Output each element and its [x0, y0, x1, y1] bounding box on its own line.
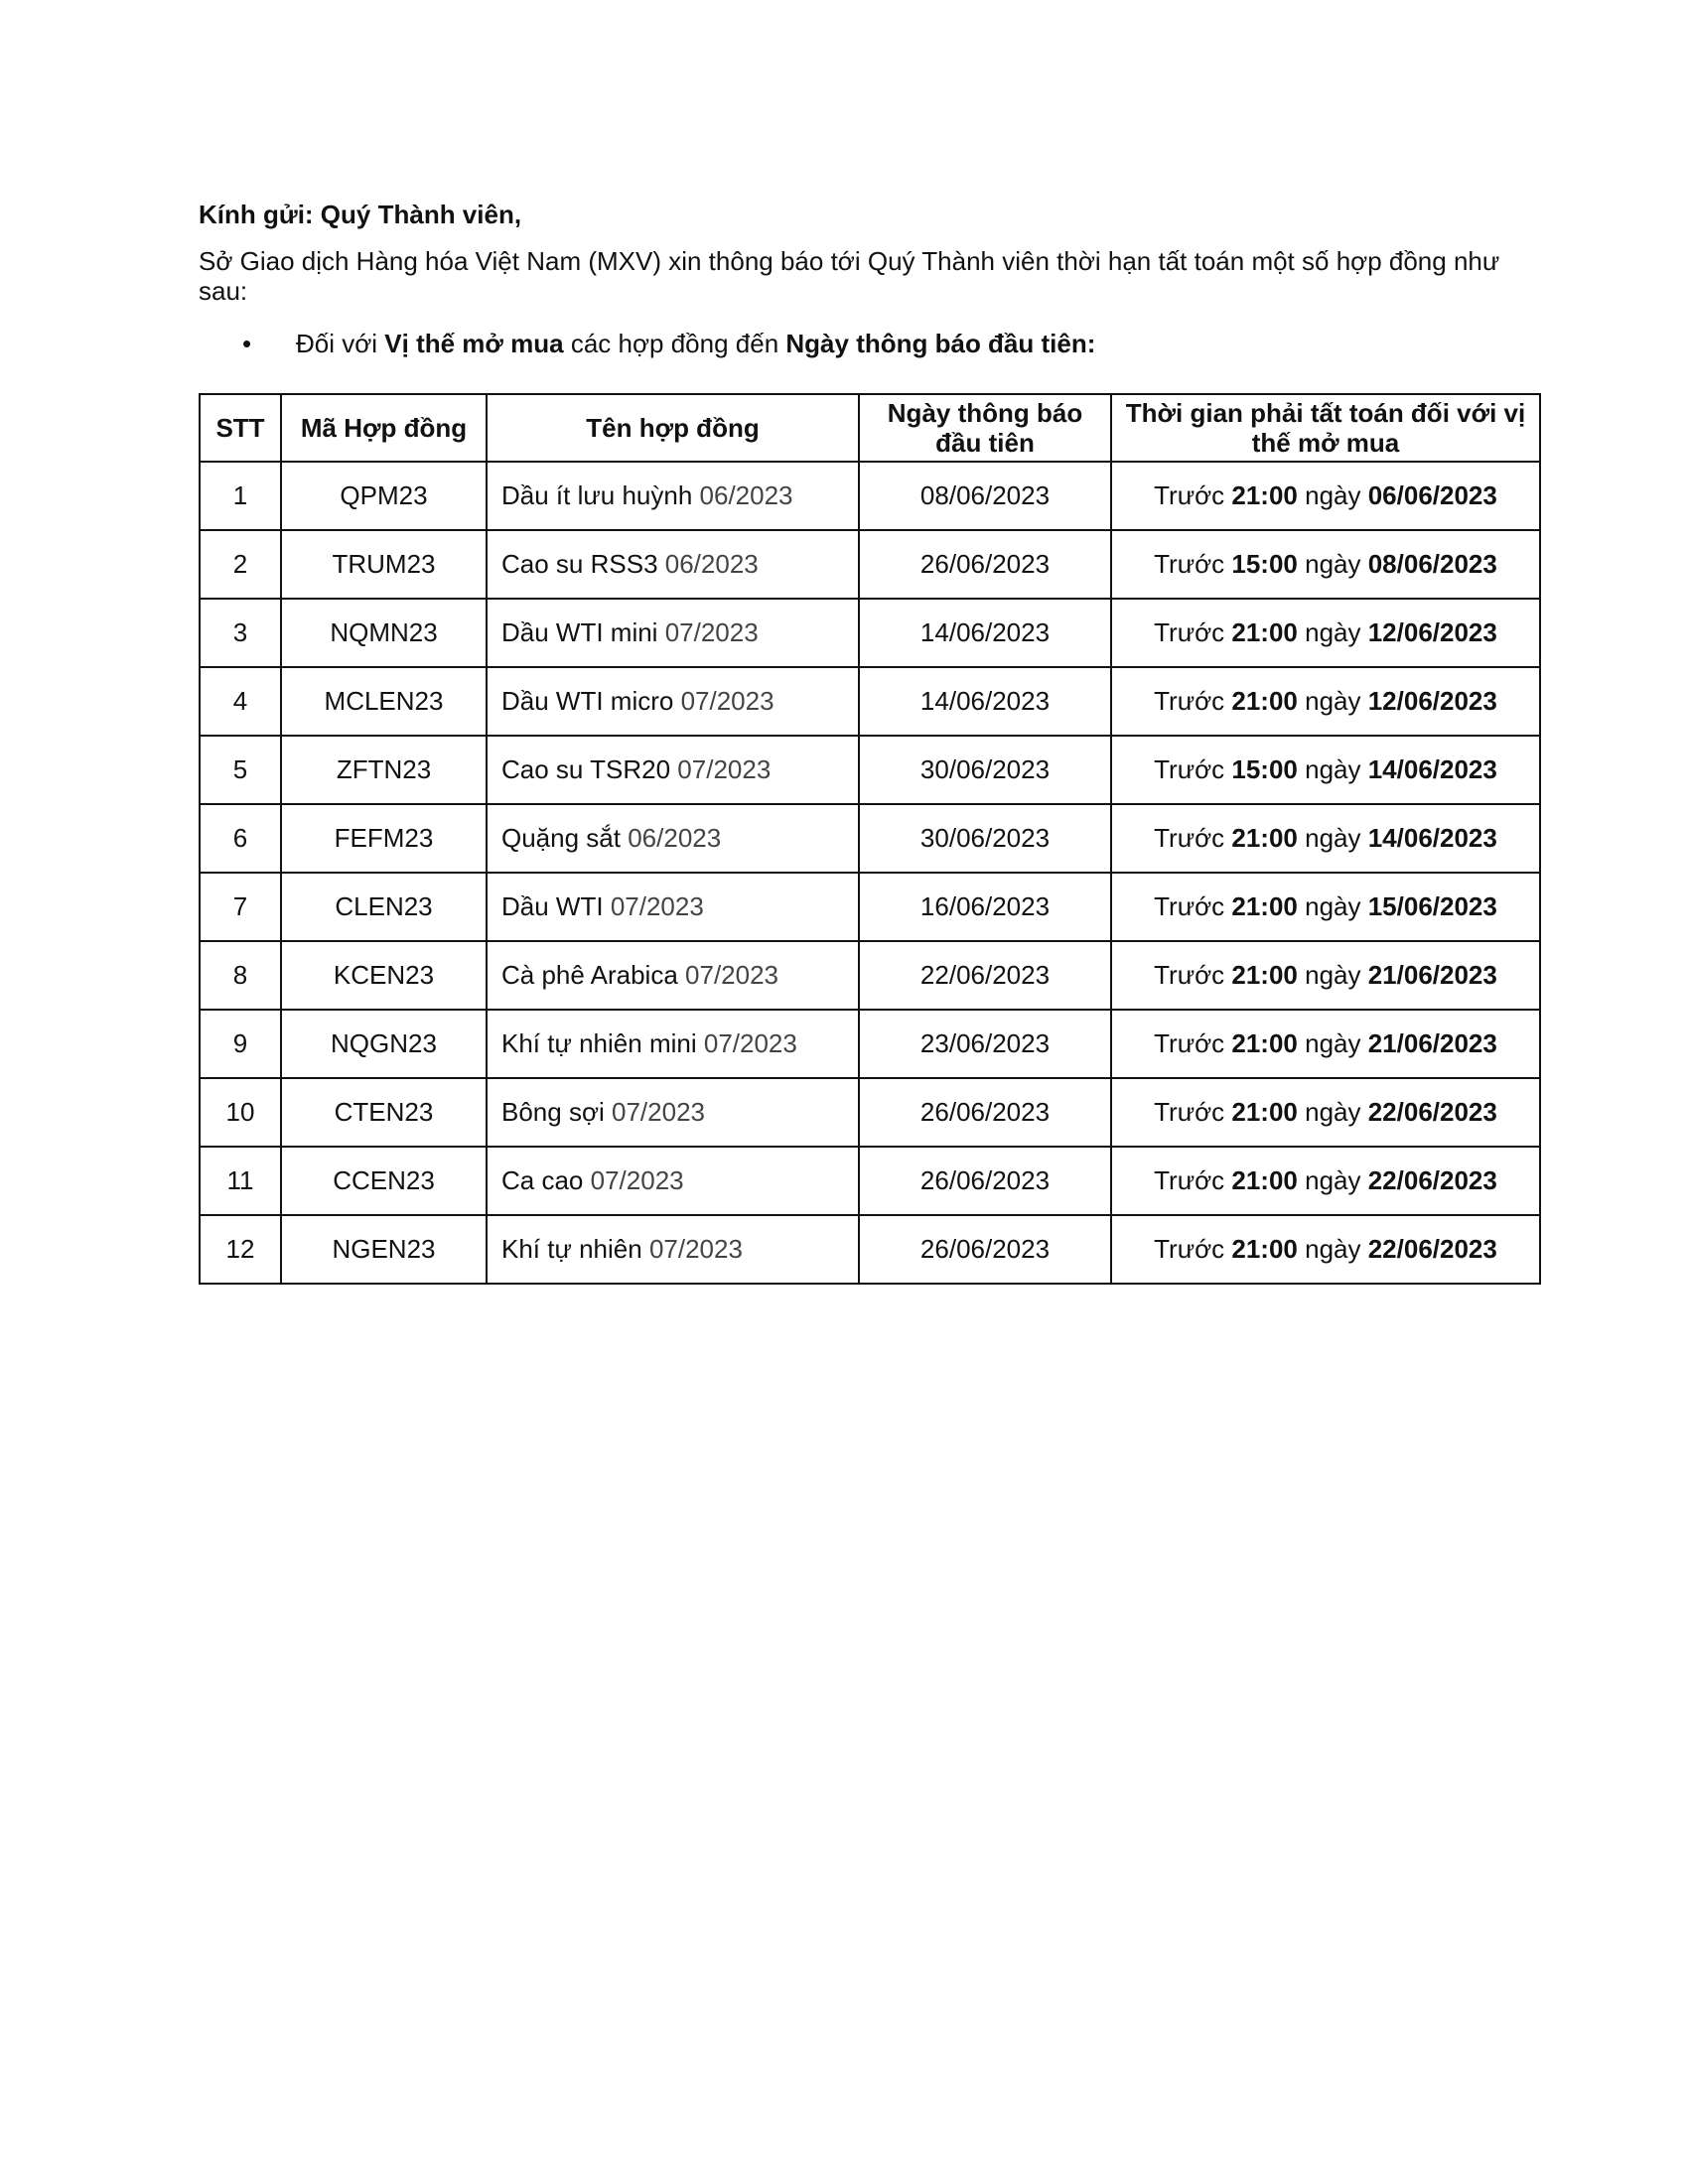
cell-contract-name	[487, 1215, 859, 1284]
table-row	[200, 1215, 1540, 1284]
cell-settlement-deadline	[1111, 667, 1540, 736]
cell-first-notice-day: 26/06/2023	[859, 1215, 1111, 1284]
deadline-time: 21:00	[1231, 823, 1298, 853]
deadline-time: 21:00	[1231, 960, 1298, 990]
deadline-time: 15:00	[1231, 754, 1298, 784]
deadline-middle: ngày	[1297, 891, 1368, 921]
deadline-middle: ngày	[1297, 549, 1368, 579]
cell-contract-name	[487, 736, 859, 804]
deadline-prefix: Trước	[1154, 1097, 1232, 1127]
table-row	[200, 462, 1540, 530]
deadline-time: 21:00	[1231, 1165, 1298, 1195]
deadline-middle: ngày	[1297, 823, 1368, 853]
contract-period: 07/2023	[677, 754, 772, 784]
greeting: Kính gửi: Quý Thành viên,	[199, 200, 522, 229]
deadline-middle: ngày	[1297, 1097, 1368, 1127]
table-row	[200, 1010, 1540, 1078]
contract-period: 07/2023	[680, 686, 774, 716]
deadline-time: 21:00	[1231, 1097, 1298, 1127]
deadline-time: 21:00	[1231, 686, 1298, 716]
deadline-date: 12/06/2023	[1367, 686, 1497, 716]
cell-contract-name	[487, 1010, 859, 1078]
contract-name: Dầu ít lưu huỳnh	[501, 480, 693, 510]
cell-first-notice-day: 08/06/2023	[859, 462, 1111, 530]
cell-stt: 8	[200, 941, 281, 1010]
cell-stt: 9	[200, 1010, 281, 1078]
intro-paragraph: Sở Giao dịch Hàng hóa Việt Nam (MXV) xin thông báo tới Quý Thành viên thời hạn tất toán một số hợp đồng như sau:	[199, 246, 1500, 306]
deadline-middle: ngày	[1297, 617, 1368, 647]
deadline-date: 12/06/2023	[1367, 617, 1497, 647]
table-row	[200, 804, 1540, 873]
deadline-date: 21/06/2023	[1367, 960, 1497, 990]
header-first-notice-day: Ngày thông báo đầu tiên	[859, 394, 1111, 462]
cell-stt: 3	[200, 599, 281, 667]
cell-contract-code: NQGN23	[281, 1010, 487, 1078]
cell-contract-code: KCEN23	[281, 941, 487, 1010]
deadline-middle: ngày	[1297, 480, 1368, 510]
table-body	[200, 462, 1540, 1284]
contracts-table	[199, 393, 1541, 1285]
deadline-prefix: Trước	[1154, 754, 1232, 784]
table-row	[200, 530, 1540, 599]
cell-first-notice-day: 16/06/2023	[859, 873, 1111, 941]
table-header-row	[200, 394, 1540, 462]
contract-period: 07/2023	[703, 1028, 797, 1058]
deadline-middle: ngày	[1297, 1028, 1368, 1058]
cell-settlement-deadline	[1111, 873, 1540, 941]
deadline-date: 14/06/2023	[1367, 823, 1497, 853]
contract-name: Khí tự nhiên	[501, 1234, 642, 1264]
contract-name: Ca cao	[501, 1165, 584, 1195]
cell-settlement-deadline	[1111, 530, 1540, 599]
cell-stt: 5	[200, 736, 281, 804]
bullet-open-buy-position: Vị thế mở mua	[384, 329, 564, 358]
cell-first-notice-day: 14/06/2023	[859, 667, 1111, 736]
deadline-middle: ngày	[1297, 754, 1368, 784]
cell-contract-code: CLEN23	[281, 873, 487, 941]
deadline-prefix: Trước	[1154, 617, 1232, 647]
deadline-prefix: Trước	[1154, 1165, 1232, 1195]
contract-period: 06/2023	[664, 549, 759, 579]
deadline-date: 06/06/2023	[1367, 480, 1497, 510]
cell-settlement-deadline	[1111, 1010, 1540, 1078]
deadline-time: 21:00	[1231, 1234, 1298, 1264]
bullet-first-notice-day: Ngày thông báo đầu tiên:	[785, 329, 1096, 358]
deadline-time: 21:00	[1231, 891, 1298, 921]
cell-settlement-deadline	[1111, 1078, 1540, 1147]
cell-contract-name	[487, 1147, 859, 1215]
cell-contract-name	[487, 667, 859, 736]
deadline-time: 21:00	[1231, 480, 1298, 510]
deadline-middle: ngày	[1297, 1234, 1368, 1264]
deadline-prefix: Trước	[1154, 823, 1232, 853]
cell-contract-code: NQMN23	[281, 599, 487, 667]
deadline-time: 21:00	[1231, 1028, 1298, 1058]
deadline-prefix: Trước	[1154, 891, 1232, 921]
cell-first-notice-day: 22/06/2023	[859, 941, 1111, 1010]
cell-first-notice-day: 23/06/2023	[859, 1010, 1111, 1078]
contract-period: 07/2023	[612, 1097, 705, 1127]
deadline-date: 14/06/2023	[1367, 754, 1497, 784]
cell-stt: 7	[200, 873, 281, 941]
table-row	[200, 873, 1540, 941]
table-row	[200, 736, 1540, 804]
bullet-text-part3: các hợp đồng đến	[563, 329, 786, 358]
contract-name: Dầu WTI micro	[501, 686, 674, 716]
deadline-date: 15/06/2023	[1367, 891, 1497, 921]
cell-contract-code: TRUM23	[281, 530, 487, 599]
contract-period: 07/2023	[648, 1234, 743, 1264]
cell-stt: 2	[200, 530, 281, 599]
cell-stt: 6	[200, 804, 281, 873]
cell-contract-name	[487, 804, 859, 873]
cell-stt: 1	[200, 462, 281, 530]
table-row	[200, 667, 1540, 736]
table-row	[200, 1078, 1540, 1147]
cell-first-notice-day: 26/06/2023	[859, 1078, 1111, 1147]
deadline-prefix: Trước	[1154, 1028, 1232, 1058]
contract-name: Bông sợi	[501, 1097, 605, 1127]
header-stt: STT	[200, 394, 281, 462]
cell-contract-code: CTEN23	[281, 1078, 487, 1147]
deadline-date: 08/06/2023	[1367, 549, 1497, 579]
header-contract-code: Mã Hợp đồng	[281, 394, 487, 462]
contract-period: 07/2023	[590, 1165, 684, 1195]
contract-name: Dầu WTI mini	[501, 617, 658, 647]
contract-name: Cà phê Arabica	[501, 960, 678, 990]
header-contract-name: Tên hợp đồng	[487, 394, 859, 462]
cell-settlement-deadline	[1111, 941, 1540, 1010]
cell-contract-name	[487, 462, 859, 530]
table-row	[200, 599, 1540, 667]
cell-first-notice-day: 30/06/2023	[859, 804, 1111, 873]
deadline-middle: ngày	[1297, 960, 1368, 990]
cell-settlement-deadline	[1111, 804, 1540, 873]
cell-stt: 11	[200, 1147, 281, 1215]
deadline-date: 21/06/2023	[1367, 1028, 1497, 1058]
deadline-prefix: Trước	[1154, 549, 1232, 579]
contract-name: Cao su TSR20	[501, 754, 671, 784]
cell-contract-code: QPM23	[281, 462, 487, 530]
cell-contract-code: CCEN23	[281, 1147, 487, 1215]
cell-settlement-deadline	[1111, 1215, 1540, 1284]
cell-contract-code: NGEN23	[281, 1215, 487, 1284]
cell-contract-name	[487, 530, 859, 599]
contract-name: Dầu WTI	[501, 891, 604, 921]
bullet-text	[296, 328, 1095, 359]
cell-contract-code: MCLEN23	[281, 667, 487, 736]
deadline-prefix: Trước	[1154, 1234, 1232, 1264]
contract-period: 06/2023	[699, 480, 793, 510]
deadline-middle: ngày	[1297, 1165, 1368, 1195]
contract-period: 07/2023	[610, 891, 704, 921]
cell-first-notice-day: 26/06/2023	[859, 1147, 1111, 1215]
deadline-date: 22/06/2023	[1367, 1097, 1497, 1127]
cell-stt: 10	[200, 1078, 281, 1147]
cell-settlement-deadline	[1111, 462, 1540, 530]
cell-contract-code: FEFM23	[281, 804, 487, 873]
contract-period: 07/2023	[664, 617, 759, 647]
deadline-date: 22/06/2023	[1367, 1165, 1497, 1195]
contract-period: 06/2023	[628, 823, 722, 853]
deadline-date: 22/06/2023	[1367, 1234, 1497, 1264]
table-row	[200, 941, 1540, 1010]
contract-name: Cao su RSS3	[501, 549, 658, 579]
cell-contract-name	[487, 1078, 859, 1147]
cell-contract-name	[487, 873, 859, 941]
cell-settlement-deadline	[1111, 1147, 1540, 1215]
table-row	[200, 1147, 1540, 1215]
cell-contract-name	[487, 941, 859, 1010]
deadline-time: 15:00	[1231, 549, 1298, 579]
contract-name: Quặng sắt	[501, 823, 621, 853]
cell-settlement-deadline	[1111, 599, 1540, 667]
bullet-dot: •	[242, 329, 252, 358]
cell-first-notice-day: 26/06/2023	[859, 530, 1111, 599]
deadline-prefix: Trước	[1154, 686, 1232, 716]
deadline-middle: ngày	[1297, 686, 1368, 716]
cell-contract-name	[487, 599, 859, 667]
deadline-prefix: Trước	[1154, 480, 1232, 510]
bullet-text-part1: Đối với	[296, 329, 385, 358]
header-settlement-deadline: Thời gian phải tất toán đối với vị thế mở mua	[1111, 394, 1540, 462]
contract-period: 07/2023	[685, 960, 779, 990]
deadline-prefix: Trước	[1154, 960, 1232, 990]
cell-first-notice-day: 30/06/2023	[859, 736, 1111, 804]
deadline-time: 21:00	[1231, 617, 1298, 647]
cell-stt: 4	[200, 667, 281, 736]
cell-settlement-deadline	[1111, 736, 1540, 804]
contract-name: Khí tự nhiên mini	[501, 1028, 697, 1058]
cell-first-notice-day: 14/06/2023	[859, 599, 1111, 667]
cell-contract-code: ZFTN23	[281, 736, 487, 804]
cell-stt: 12	[200, 1215, 281, 1284]
